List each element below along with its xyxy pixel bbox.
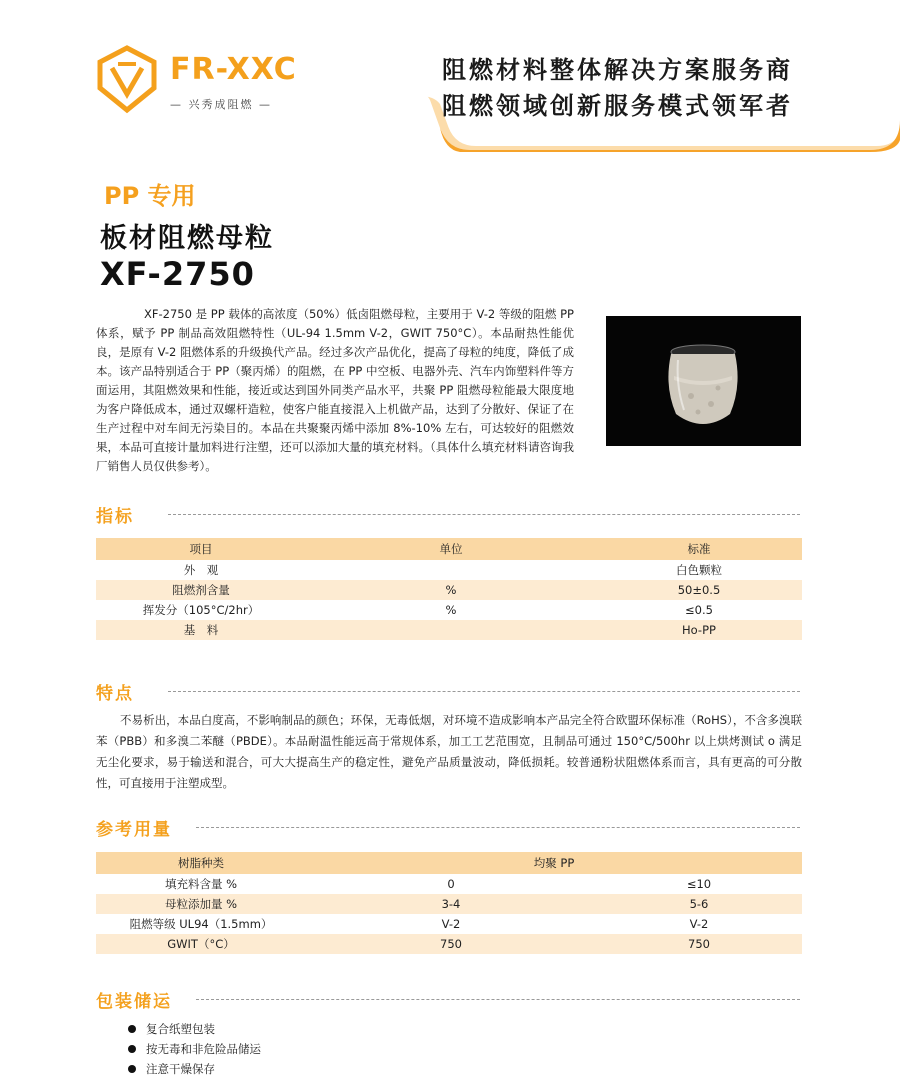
table-cell: 5-6 bbox=[596, 894, 802, 914]
table-cell: 基 料 bbox=[96, 620, 306, 640]
slogan-line-2: 阻燃领域创新服务模式领军者 bbox=[442, 92, 793, 120]
table-cell: 白色颗粒 bbox=[596, 560, 802, 580]
table-row bbox=[96, 874, 802, 894]
list-item: 按无毒和非危险品储运 bbox=[128, 1039, 261, 1059]
table-row bbox=[96, 580, 802, 600]
table-header-cell: 项目 bbox=[96, 538, 306, 560]
features-text: 不易析出，本品白度高，不影响制品的颜色；环保，无毒低烟，对环境不造成影响本产品完全符合欧盟环保标准（RoHS），不含多溴联苯（PBB）和多溴二苯醚（PBDE）。本品耐温性能远高于常规体系，加工工艺范围宽，且制品可通过 150°C/500hr 以上烘烤测试 o 满足无尘化要求，易于输送和混合，可大大提高生产的稳定性，避免产品质量波动，降低损耗。较普通粉状阻燃体系而言，具有更高的可分散性，可直接用于注塑成型。 bbox=[96, 713, 802, 790]
section-usage-header bbox=[96, 815, 800, 839]
table-cell: % bbox=[306, 580, 596, 600]
list-item: 复合纸塑包装 bbox=[128, 1019, 261, 1039]
divider bbox=[168, 514, 800, 515]
product-tag: PP 专用 bbox=[104, 182, 196, 210]
table-cell: GWIT（°C） bbox=[96, 934, 306, 954]
table-row bbox=[96, 934, 802, 954]
slogan-line-1: 阻燃材料整体解决方案服务商 bbox=[442, 56, 793, 84]
section-features-title: 特点 bbox=[96, 684, 134, 704]
section-packing-title: 包装储运 bbox=[96, 992, 172, 1012]
table-cell: V-2 bbox=[596, 914, 802, 934]
table-row bbox=[96, 560, 802, 580]
table-cell: 挥发分（105°C/2hr） bbox=[96, 600, 306, 620]
shield-flame-logo-icon bbox=[92, 44, 162, 114]
product-model: XF-2750 bbox=[100, 255, 255, 293]
brand-name: FR-XXC bbox=[170, 52, 297, 87]
table-row bbox=[96, 600, 802, 620]
table-cell: % bbox=[306, 600, 596, 620]
table-header-cell: 单位 bbox=[306, 538, 596, 560]
section-usage-title: 参考用量 bbox=[96, 820, 172, 840]
list-item: 注意干燥保存 bbox=[128, 1059, 261, 1079]
section-features-header bbox=[96, 679, 800, 703]
table-cell: 750 bbox=[596, 934, 802, 954]
table-header-cell: 标准 bbox=[596, 538, 802, 560]
table-cell bbox=[306, 620, 596, 640]
spec-table bbox=[96, 538, 802, 640]
table-cell: 3-4 bbox=[306, 894, 596, 914]
usage-table bbox=[96, 852, 802, 954]
table-row bbox=[96, 914, 802, 934]
divider bbox=[196, 999, 800, 1000]
product-name: 板材阻燃母粒 bbox=[100, 223, 274, 254]
section-spec-header bbox=[96, 502, 800, 526]
product-intro: XF-2750 是 PP 载体的高浓度（50%）低卤阻燃母粒，主要用于 V-2 等级的阻燃 PP 体系，赋予 PP 制品高效阻燃特性（UL-94 1.5mm V-2，GWIT 750°C）。本品耐热性能优良，是原有 V-2 阻燃体系的升级换代产品。经过多次产品优化，提高了母粒的纯度，降低了成本。该产品特别适合于 PP（聚丙烯）的阻燃，在 PP 中空板、电器外壳、汽车内饰塑料件等方面运用，其阻燃效果和性能，接近或达到国外同类产品水平，共聚 PP 阻燃母粒能最大限度地为客户降低成本，通过双螺杆造粒，使客户能直接混入上机做产品，达到了分散好、保证了在生产过程中对车间无污染目的。本品在共聚聚丙烯中添加 8%-10% 左右，可达较好的阻燃效果，本品可直接计量加料进行注塑，还可以添加大量的填充材料。（具体什么填充材料请咨询我厂销售人员仅供参考）。 bbox=[96, 307, 574, 473]
table-cell: 阻燃等级 UL94（1.5mm） bbox=[96, 914, 306, 934]
table-header-row bbox=[96, 852, 802, 874]
table-cell: 阻燃剂含量 bbox=[96, 580, 306, 600]
table-cell: 填充料含量 % bbox=[96, 874, 306, 894]
table-cell: Ho-PP bbox=[596, 620, 802, 640]
table-cell: 50±0.5 bbox=[596, 580, 802, 600]
table-row bbox=[96, 894, 802, 914]
divider bbox=[168, 691, 800, 692]
table-cell: ≤0.5 bbox=[596, 600, 802, 620]
table-header-row bbox=[96, 538, 802, 560]
table-header-cell: 均聚 PP bbox=[306, 852, 802, 874]
table-cell: 母粒添加量 % bbox=[96, 894, 306, 914]
product-photo bbox=[606, 316, 801, 446]
table-cell: 0 bbox=[306, 874, 596, 894]
table-cell: 750 bbox=[306, 934, 596, 954]
section-packing-header bbox=[96, 987, 800, 1011]
table-row bbox=[96, 620, 802, 640]
packing-list bbox=[128, 1019, 261, 1079]
table-cell: ≤10 bbox=[596, 874, 802, 894]
table-header-cell: 树脂种类 bbox=[96, 852, 306, 874]
section-spec-title: 指标 bbox=[96, 507, 134, 527]
table-cell: V-2 bbox=[306, 914, 596, 934]
table-cell bbox=[306, 560, 596, 580]
table-cell: 外 观 bbox=[96, 560, 306, 580]
brand-subtitle: — 兴秀成阻燃 — bbox=[170, 98, 272, 111]
divider bbox=[196, 827, 800, 828]
